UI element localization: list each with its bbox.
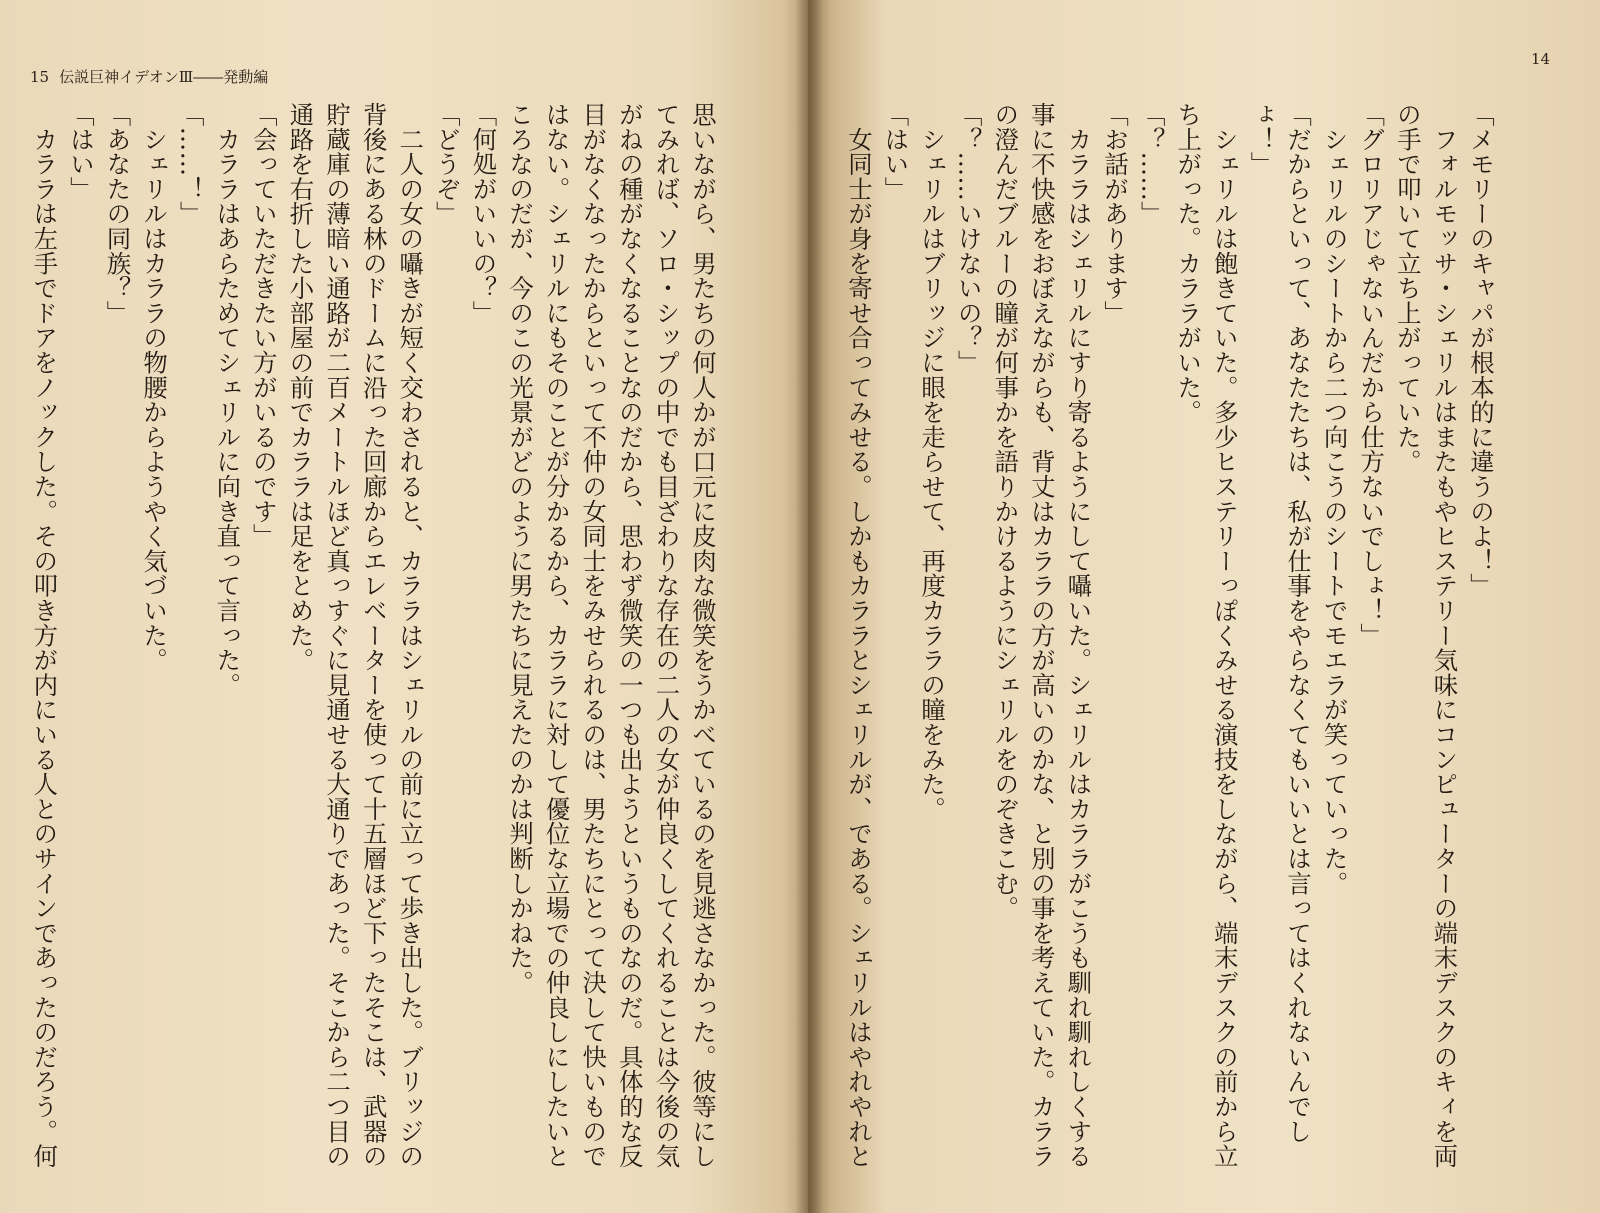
text-line: 二人の女の囁きが短く交わされると、カララはシェリルの前に立って歩き出した。ブリッジの (395, 102, 425, 1169)
text-line: 通路を右折した小部屋の前でカララは足をとめた。 (285, 102, 315, 673)
text-line: ょ！」 (1246, 102, 1276, 177)
text-line: ころなのだが、今のこの光景がどのように男たちに見えたのかは判断しかねた。 (505, 102, 535, 995)
running-header (30, 66, 268, 87)
text-line: 「はい」 (65, 102, 95, 202)
text-line: 「だからといって、あなたたちは、私が仕事をやらなくてもいいとは言ってはくれないんでし (1283, 102, 1313, 1144)
text-line: 「お話があります」 (1100, 102, 1130, 326)
text-line: シェリルのシートから二つ向こうのシートでモエラが笑っていった。 (1319, 102, 1349, 896)
text-line: 「どうぞ」 (431, 102, 461, 226)
text-line: の手で叩いて立ち上がっていた。 (1392, 102, 1422, 474)
text-line: がねの種がなくなることなのだから、思わず微笑の一つも出ようというものなのだ。具体的な反 (614, 102, 644, 1169)
text-line: 「はい」 (880, 102, 910, 202)
running-title: 伝説巨神イデオンⅢ――発動編 (59, 68, 269, 86)
text-line: 貯蔵庫の薄暗い通路が二百メートルほど真っすぐに見通せる大通りであった。そこから二つ目の (322, 102, 352, 1169)
text-line: 思いながら、男たちの何人かが口元に皮肉な微笑をうかべているのを見逃さなかった。彼等にし (688, 102, 717, 1169)
page-number-left: 15 (30, 68, 50, 86)
text-line: シェリルはカララの物腰からようやく気づいた。 (139, 102, 169, 673)
text-line: はない。シェリルにもそのことが分かるから、カララに対して優位な立場での仲良しにしたいと (541, 102, 571, 1169)
text-line: 背後にある林のドームに沿った回廊からエレベーターを使って十五層ほど下ったそこは、武器の (358, 102, 388, 1169)
page-number-right: 14 (1531, 50, 1551, 68)
right-page (808, 0, 1600, 1213)
text-line: 「会っていただきたい方がいるのです」 (248, 102, 278, 549)
text-line: 「グロリアじゃないんだから仕方ないでしょ！」 (1356, 102, 1386, 648)
left-page-text (29, 102, 720, 1169)
text-line: ち上がった。カララがいた。 (1173, 102, 1203, 425)
text-line: シェリルはブリッジに眼を走らせて、再度カララの瞳をみた。 (917, 102, 947, 822)
text-line: 事に不快感をおぼえながらも、背丈はカララの方が高いのかな、と別の事を考えていた。カララ (1026, 102, 1056, 1169)
text-line: カララはシェリルにすり寄るようにして囁いた。シェリルはカララがこうも馴れ馴れしくする (1063, 102, 1093, 1169)
text-line: フォルモッサ・シェリルはまたもやヒステリー気味にコンピューターの端末デスクのキィを両 (1429, 102, 1459, 1169)
text-line: 「メモリーのキャパが根本的に違うのよ！」 (1466, 102, 1495, 598)
text-line: 「？……いけないの？」 (953, 102, 983, 375)
text-line: の澄んだブルーの瞳が何事かを語りかけるようにシェリルをのぞきこむ。 (990, 102, 1020, 921)
text-line: 女同士が身を寄せ合ってみせる。しかもカララとシェリルが、である。シェリルはやれやれと (843, 102, 873, 1169)
text-line: カララは左手でドアをノックした。その叩き方が内にいる人とのサインであったのだろう。何 (29, 102, 59, 1169)
text-line: 「何処がいいの？」 (468, 102, 498, 326)
right-page-text (838, 102, 1498, 1169)
text-line: 「あなたの同族？」 (102, 102, 132, 326)
text-line: てみれば、ソロ・シップの中でも目ざわりな存在の二人の女が仲良くしてくれることは今後の気 (651, 102, 681, 1169)
text-line: シェリルは飽きていた。多少ヒステリーっぽくみせる演技をしながら、端末デスクの前から立 (1209, 102, 1239, 1169)
text-line: 「？……」 (1136, 102, 1166, 226)
text-line: 「……！」 (175, 102, 205, 226)
text-line: 目がなくなったからといって不仲の女同士をみせられるのは、男たちにとって決して快いもので (578, 102, 608, 1169)
text-line: カララはあらためてシェリルに向き直って言った。 (212, 102, 242, 698)
